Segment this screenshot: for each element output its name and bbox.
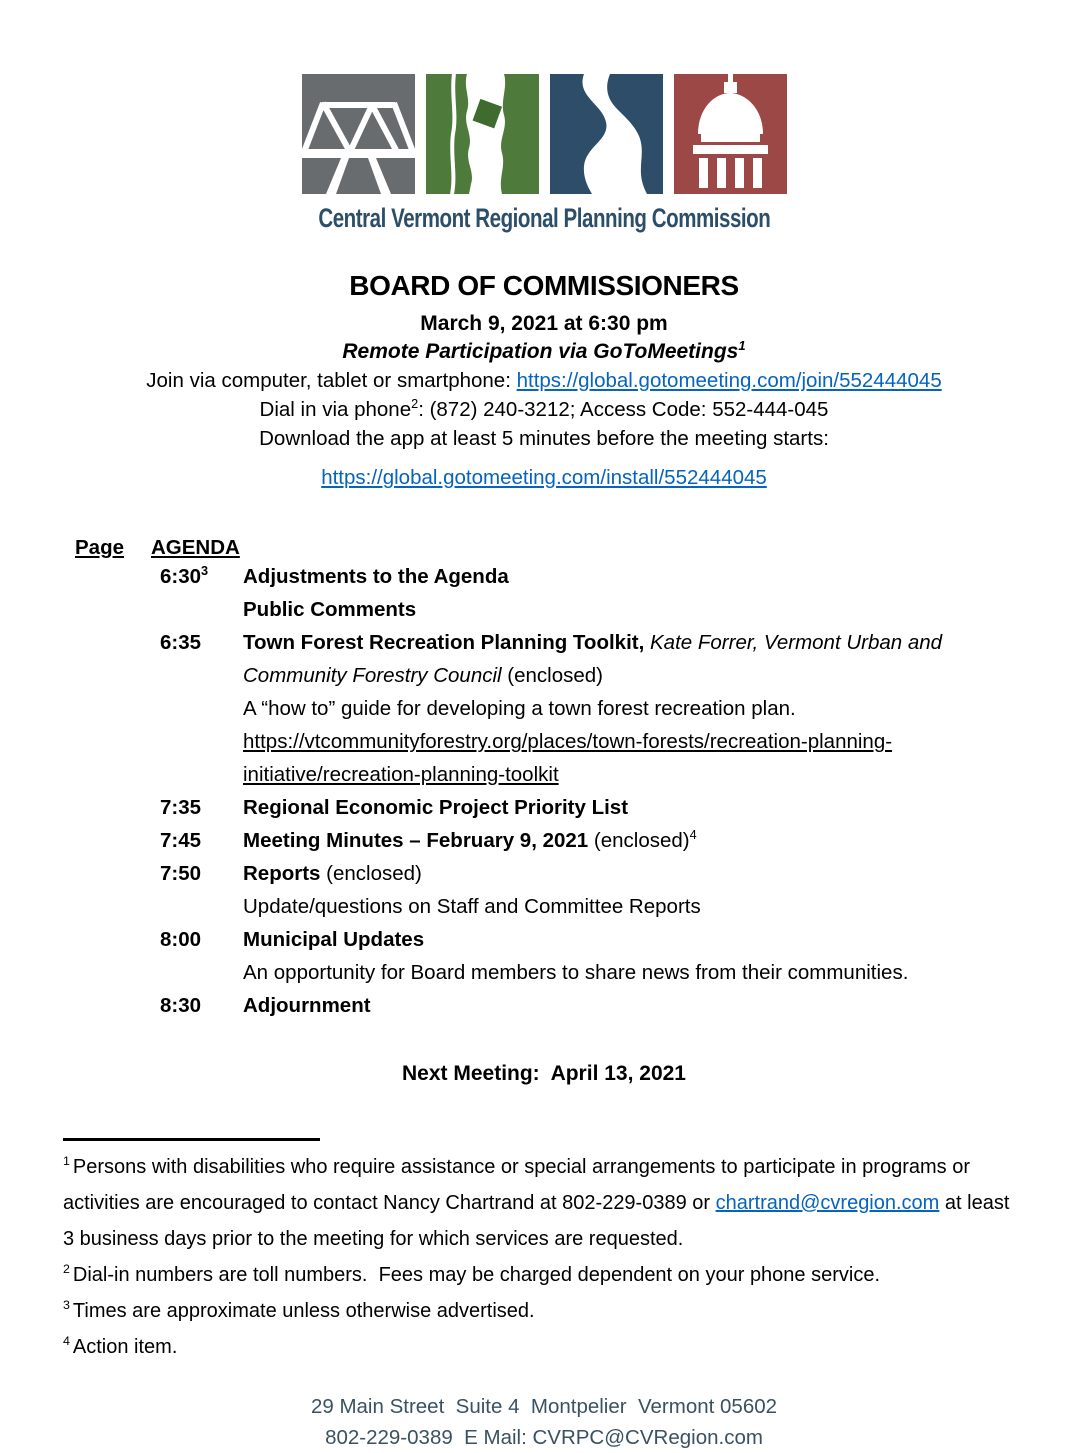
text-segment: Action item. — [72, 1336, 178, 1358]
agenda-line — [243, 857, 1025, 890]
inline-link[interactable]: https://vtcommunityforestry.org/places/town-forests/recreation-planning- — [243, 730, 893, 753]
remote-participation-line — [63, 338, 1025, 366]
logo-wordmark: Central Vermont Regional Planning Commission — [318, 203, 770, 233]
footnote-ref-1: 1 — [738, 338, 746, 353]
agenda-list — [63, 560, 1025, 1022]
footnote-number: 3 — [63, 1298, 70, 1313]
text-segment: Persons with disabilities who require assistance or special arrangements to participate in programs or activities are encouraged to contact Nancy Chartrand at 802-229-0389 or — [63, 1156, 970, 1214]
agenda-content — [243, 824, 1025, 857]
footnote-number: 1 — [63, 1154, 70, 1169]
agenda-item — [63, 560, 1025, 626]
dial-prefix: Dial in via phone — [259, 398, 412, 421]
agenda-time: 7:35 — [160, 796, 202, 819]
agenda-time: 6:35 — [160, 631, 202, 654]
footnote — [63, 1149, 1025, 1257]
agenda-time: 7:50 — [160, 862, 202, 885]
text-segment: An opportunity for Board members to share news from their communities. — [243, 961, 909, 984]
agenda-content — [243, 626, 1025, 791]
text-segment: Dial-in numbers are toll numbers. Fees may be charged dependent on your phone service. — [72, 1264, 881, 1286]
join-line — [63, 366, 1025, 395]
text-segment: Adjustments to the Agenda — [243, 565, 509, 588]
agenda-heading: AGENDA — [151, 536, 240, 559]
footnote — [63, 1293, 1025, 1329]
agenda-line — [243, 560, 1025, 593]
text-segment: Update/questions on Staff and Committee Reports — [243, 895, 701, 918]
cvrpc-logo — [63, 0, 1025, 234]
text-segment: Community Forestry Council — [243, 664, 502, 687]
footnote-number: 2 — [63, 1262, 70, 1277]
agenda-time: 8:30 — [160, 994, 202, 1017]
footnote-ref: 4 — [689, 827, 697, 843]
agenda-item — [63, 923, 1025, 989]
agenda-line — [243, 890, 1025, 923]
dial-suffix: : (872) 240-3212; Access Code: 552-444-045 — [418, 398, 829, 421]
agenda-line — [243, 824, 1025, 857]
footnote — [63, 1257, 1025, 1293]
agenda-content — [243, 923, 1025, 989]
text-segment: Public Comments — [243, 598, 417, 621]
text-segment: Adjournment — [243, 994, 371, 1017]
join-meeting-link[interactable]: https://global.gotomeeting.com/join/552444045 — [516, 369, 942, 392]
text-segment: Kate Forrer, Vermont Urban and — [650, 631, 943, 654]
join-prefix: Join via computer, tablet or smartphone: — [146, 369, 517, 392]
download-line: Download the app at least 5 minutes before the meeting starts: — [259, 427, 829, 450]
vermont-map-icon — [426, 74, 539, 194]
agenda-item — [63, 824, 1025, 857]
agenda-line — [243, 659, 1025, 692]
next-meeting: Next Meeting: April 13, 2021 — [402, 1062, 686, 1085]
install-line — [63, 463, 1025, 492]
footer — [63, 1391, 1025, 1453]
text-segment: Meeting Minutes – February 9, 2021 — [243, 829, 589, 852]
footnote-ref-2: 2 — [411, 396, 419, 412]
agenda-line — [243, 791, 1025, 824]
agenda-content — [243, 791, 1025, 824]
text-segment: Municipal Updates — [243, 928, 425, 951]
install-app-link[interactable]: https://global.gotomeeting.com/install/552444045 — [321, 466, 767, 489]
agenda-content — [243, 560, 1025, 626]
text-segment: at least 3 business days prior to the meeting for which services are requested. — [63, 1192, 1010, 1250]
footnote-ref: 3 — [201, 563, 209, 579]
agenda-item — [63, 791, 1025, 824]
text-segment: A “how to” guide for developing a town forest recreation plan. — [243, 697, 796, 720]
agenda-line — [243, 956, 1025, 989]
text-segment: (enclosed) — [320, 862, 422, 885]
agenda-line — [243, 989, 1025, 1022]
text-segment: (enclosed) — [501, 664, 604, 687]
dial-line — [63, 395, 1025, 424]
agenda-line — [243, 923, 1025, 956]
agenda-line — [243, 626, 1025, 659]
agenda-line — [243, 593, 1025, 626]
bridge-icon — [302, 74, 415, 194]
agenda-content — [243, 857, 1025, 923]
inline-link[interactable]: initiative/recreation-planning-toolkit — [243, 763, 559, 786]
page-column-label: Page — [75, 536, 124, 559]
remote-text: Remote Participation via GoToMeetings — [342, 340, 739, 363]
footnotes — [63, 1149, 1025, 1365]
text-segment: Times are approximate unless otherwise advertised. — [72, 1300, 535, 1322]
agenda-header — [63, 536, 1025, 560]
footer-address: 29 Main Street Suite 4 Montpelier Vermont 05602 — [310, 1395, 778, 1418]
text-segment: Reports — [243, 862, 321, 885]
agenda-time: $6:30^3$ — [160, 563, 209, 588]
agenda-item — [63, 989, 1025, 1022]
agenda-item — [63, 857, 1025, 923]
agenda-content — [243, 989, 1025, 1022]
river-icon — [550, 74, 663, 194]
footer-contact: 802-229-0389 E Mail: CVRPC@CVRegion.com — [325, 1426, 763, 1449]
agenda-line — [243, 692, 1025, 725]
capitol-dome-icon — [674, 74, 787, 194]
page-title: BOARD OF COMMISSIONERS — [349, 270, 739, 301]
meeting-datetime: March 9, 2021 at 6:30 pm — [420, 312, 668, 335]
agenda-time: 7:45 — [160, 829, 202, 852]
text-segment: Regional Economic Project Priority List — [243, 796, 629, 819]
text-segment: Town Forest Recreation Planning Toolkit, — [243, 631, 645, 654]
footnote — [63, 1329, 1025, 1365]
text-segment: (enclosed) — [588, 829, 690, 852]
inline-link[interactable]: chartrand@cvregion.com — [715, 1192, 940, 1214]
footnote-number: 4 — [63, 1334, 70, 1349]
agenda-time: 8:00 — [160, 928, 202, 951]
agenda-line — [243, 725, 1025, 758]
logo-panels — [63, 74, 1025, 194]
agenda-line — [243, 758, 1025, 791]
footnote-separator — [63, 1138, 320, 1141]
agenda-item — [63, 626, 1025, 791]
